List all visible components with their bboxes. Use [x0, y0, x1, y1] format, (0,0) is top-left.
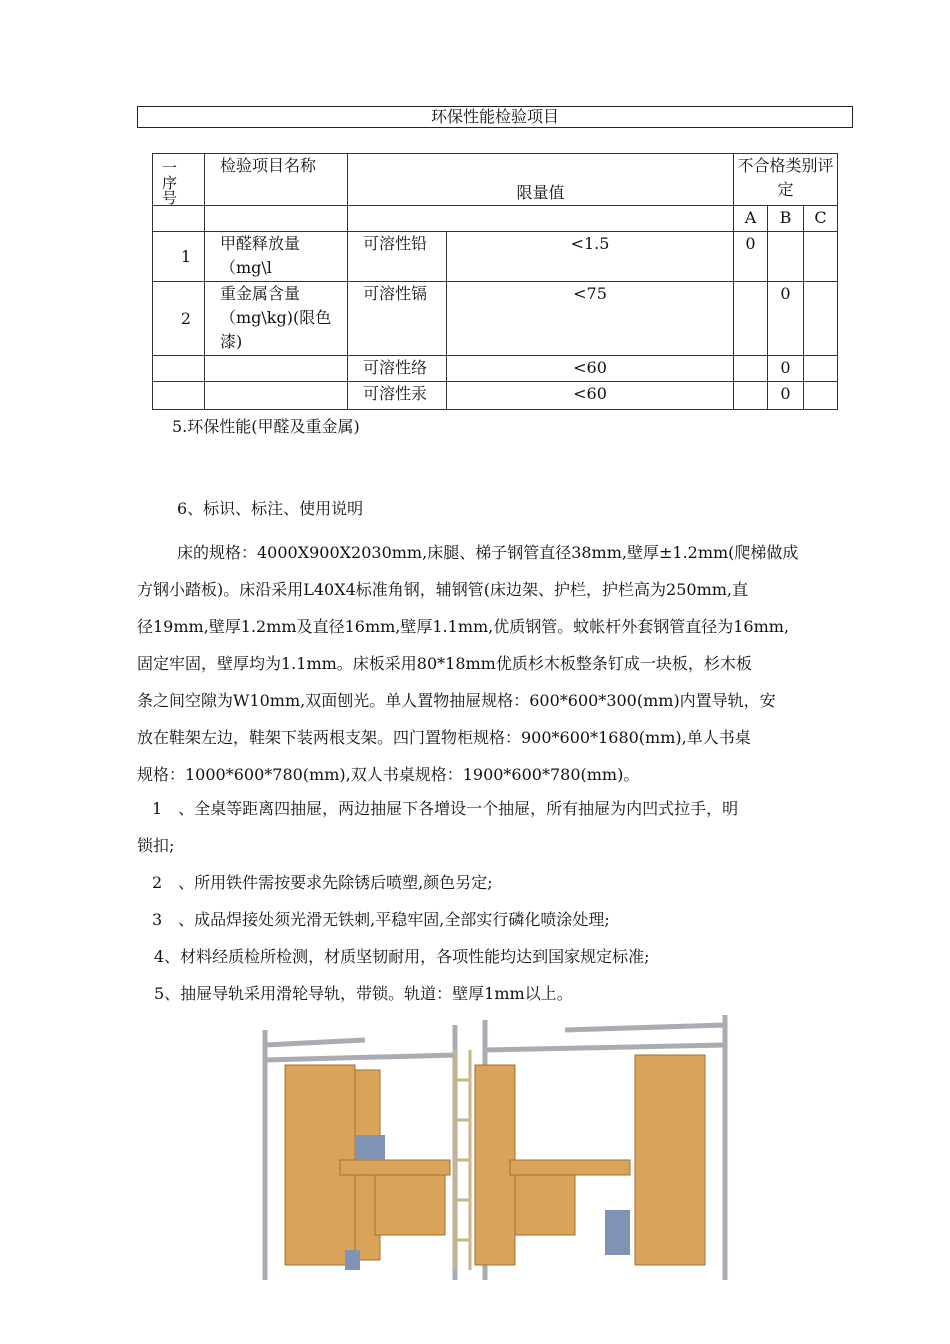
- table-caption: 环保性能检验项目: [137, 106, 853, 128]
- list-item: 3 、成品焊接处须光滑无铁刺,平稳牢固,全部实行磷化喷涂处理;: [152, 910, 610, 929]
- table-subheader-row: [153, 206, 838, 232]
- list-item: 锁扣;: [137, 836, 175, 855]
- list-item: 2 、所用铁件需按要求先除锈后喷塑,颜色另定;: [152, 873, 493, 892]
- header-col-c: C: [804, 206, 838, 232]
- header-limit: 限量值: [348, 154, 734, 206]
- requirements-list: [137, 790, 853, 1012]
- spec-paragraph: 床的规格：4000X900X2030mm,床腿、梯子钢管直径38mm,壁厚±1.2mm(爬梯做成 方钢小踏板)。床沿采用L40X4标准角钢，辅钢管(床边架、护栏，护栏高为250mm,直 径19mm,壁厚1.2mm及直径16mm,壁厚1.1mm,优质钢管。蚊帐杆外套钢管直径为16mm, 固定牢固，壁厚均为1.1mm。床板采用80*18mm优质杉木板整条钉成一块板，杉木板 条之间空隙为W10mm,双面刨光。单人置物抽屉规格：600*600*300(mm)内置导轨，安 放在鞋架左边，鞋架下装两根支架。四门置物柜规格：900*600*1680(mm),单人书桌 规格：1000*600*780(mm),双人书桌规格：1900*600*780(mm)。: [137, 543, 799, 784]
- table-header-row: [153, 154, 838, 206]
- header-col-a: A: [734, 206, 768, 232]
- header-class-eval: 不合格类别评定: [734, 154, 838, 206]
- list-item: 5、抽屉导轨采用滑轮导轨，带锁。轨道：壁厚1mm以上。: [154, 984, 573, 1003]
- inspection-table: [152, 153, 838, 410]
- table-row: 可溶性络 <60 0: [153, 356, 838, 382]
- header-item-name: 检验项目名称: [205, 154, 348, 206]
- table-row: 1 甲醛释放量（mg\l 可溶性铅 <1.5 0: [153, 232, 838, 282]
- header-col-b: B: [768, 206, 804, 232]
- table-row: 2 重金属含量（mg\kg)(限色漆) 可溶性镉 <75 0: [153, 282, 838, 356]
- section-5-heading: 5.环保性能(甲醛及重金属): [172, 417, 360, 436]
- section-6-heading: 6、标识、标注、使用说明: [177, 499, 364, 518]
- bunk-bed-desk-photo: [255, 1010, 735, 1290]
- list-item: 1 、全桌等距离四抽屉，两边抽屉下各增设一个抽屉，所有抽屉为内凹式拉手，明: [152, 799, 739, 818]
- header-seq: 一序号: [153, 154, 205, 206]
- list-item: 4、材料经质检所检测，材质坚韧耐用，各项性能均达到国家规定标准;: [154, 947, 650, 966]
- table-row: 可溶性汞 <60 0: [153, 382, 838, 410]
